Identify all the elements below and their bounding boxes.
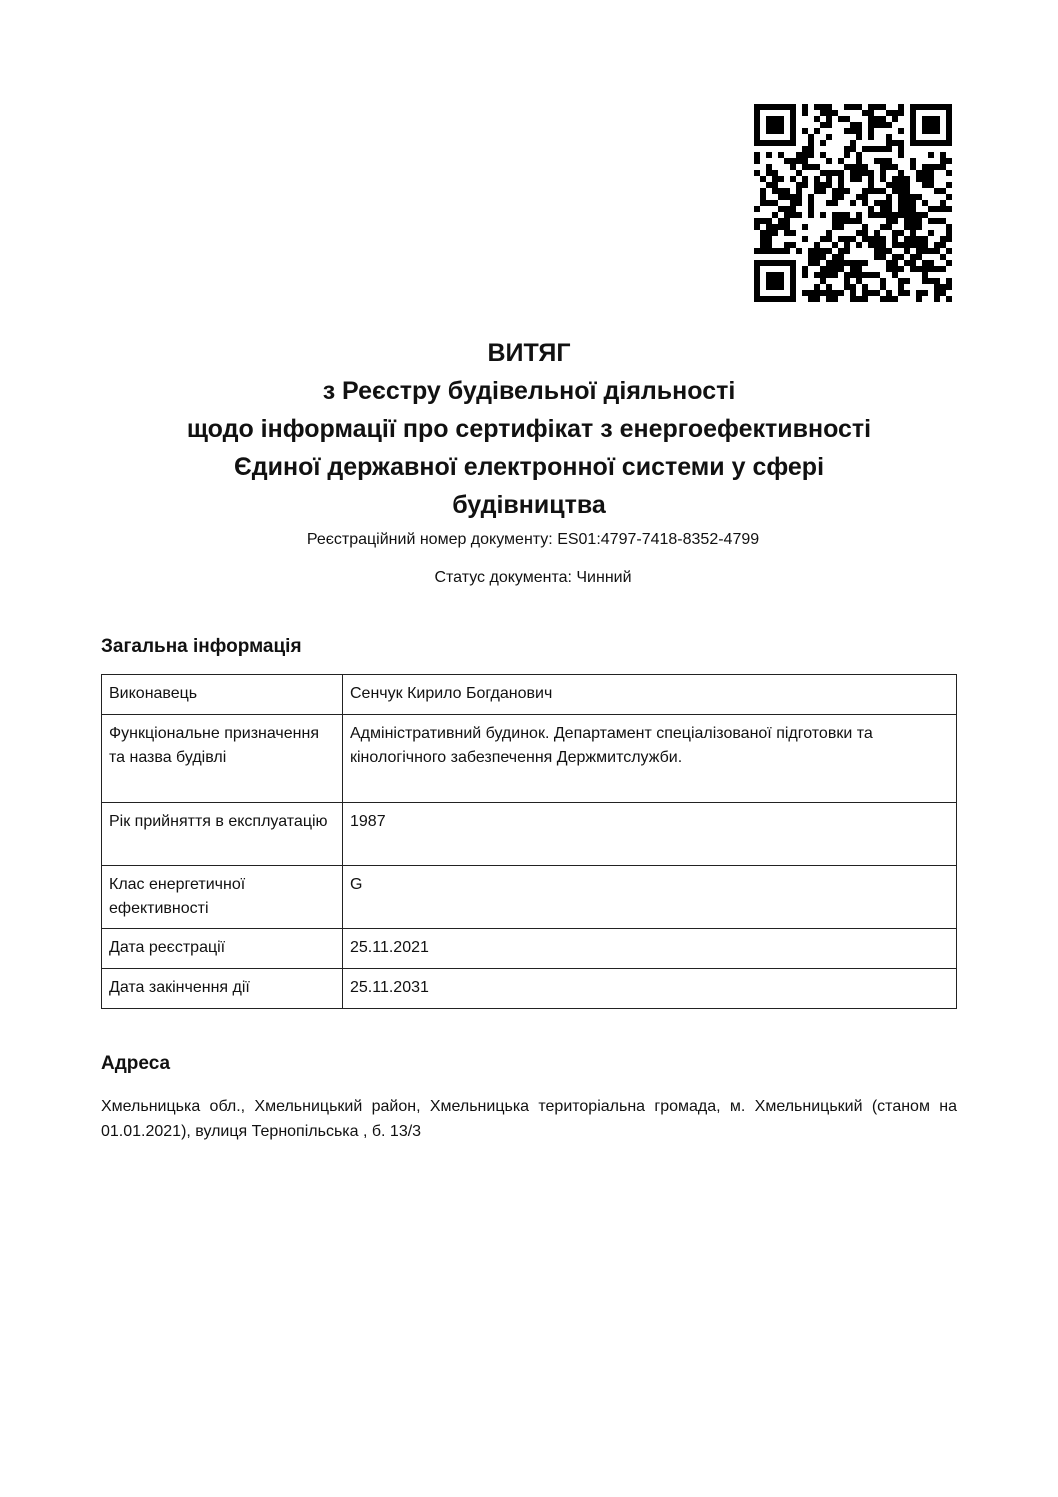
- table-row: [102, 803, 957, 866]
- table-value-cell: 25.11.2031: [343, 969, 957, 1009]
- registration-number-label: Реєстраційний номер документу:: [306, 531, 553, 548]
- table-value-cell: 25.11.2021: [343, 929, 957, 969]
- document-title: [60, 334, 998, 524]
- table-label-cell: Виконавець: [102, 675, 343, 715]
- table-value-cell: Сенчук Кирило Богданович: [343, 675, 957, 715]
- table-row: [102, 675, 957, 715]
- table-value-cell: 1987: [343, 803, 957, 866]
- table-label-cell: Дата закінчення дії: [102, 969, 343, 1009]
- table-row: [102, 929, 957, 969]
- address-text: Хмельницька обл., Хмельницький район, Хмельницька територіальна громада, м. Хмельницький (станом на 01.01.2021), вулиця Тернопільська , б. 13/3: [101, 1098, 957, 1140]
- table-label-cell: Дата реєстрації: [102, 929, 343, 969]
- registration-number-value: ES01:4797-7418-8352-4799: [557, 531, 760, 548]
- table-row: [102, 969, 957, 1009]
- title-line: будівництва: [452, 491, 606, 519]
- registration-number: [60, 531, 1006, 549]
- general-info-table: [101, 674, 957, 1009]
- table-row: [102, 715, 957, 803]
- table-label-cell: Функціональне призначення та назва будівлі: [102, 715, 343, 803]
- title-line: щодо інформації про сертифікат з енергоефективності: [186, 415, 872, 443]
- document-status: [60, 569, 1006, 587]
- table-value-cell: Адміністративний будинок. Департамент спеціалізованої підготовки та кінологічного забезпечення Держмитслужби.: [343, 715, 957, 803]
- address-heading: Адреса: [101, 1053, 171, 1074]
- document-status-label: Статус документа:: [434, 569, 572, 586]
- title-line: з Реєстру будівельної діяльності: [322, 377, 736, 405]
- general-info-heading: Загальна інформація: [101, 636, 302, 657]
- qr-code-graphic: [754, 104, 952, 302]
- qr-code: [754, 104, 952, 302]
- table-value-cell: G: [343, 866, 957, 929]
- document-status-value: Чинний: [576, 569, 632, 586]
- title-line: Єдиної державної електронної системи у сфері: [233, 453, 825, 481]
- table-label-cell: Клас енергетичної ефективності: [102, 866, 343, 929]
- table-label-cell: Рік прийняття в експлуатацію: [102, 803, 343, 866]
- title-line: ВИТЯГ: [487, 339, 571, 367]
- table-row: [102, 866, 957, 929]
